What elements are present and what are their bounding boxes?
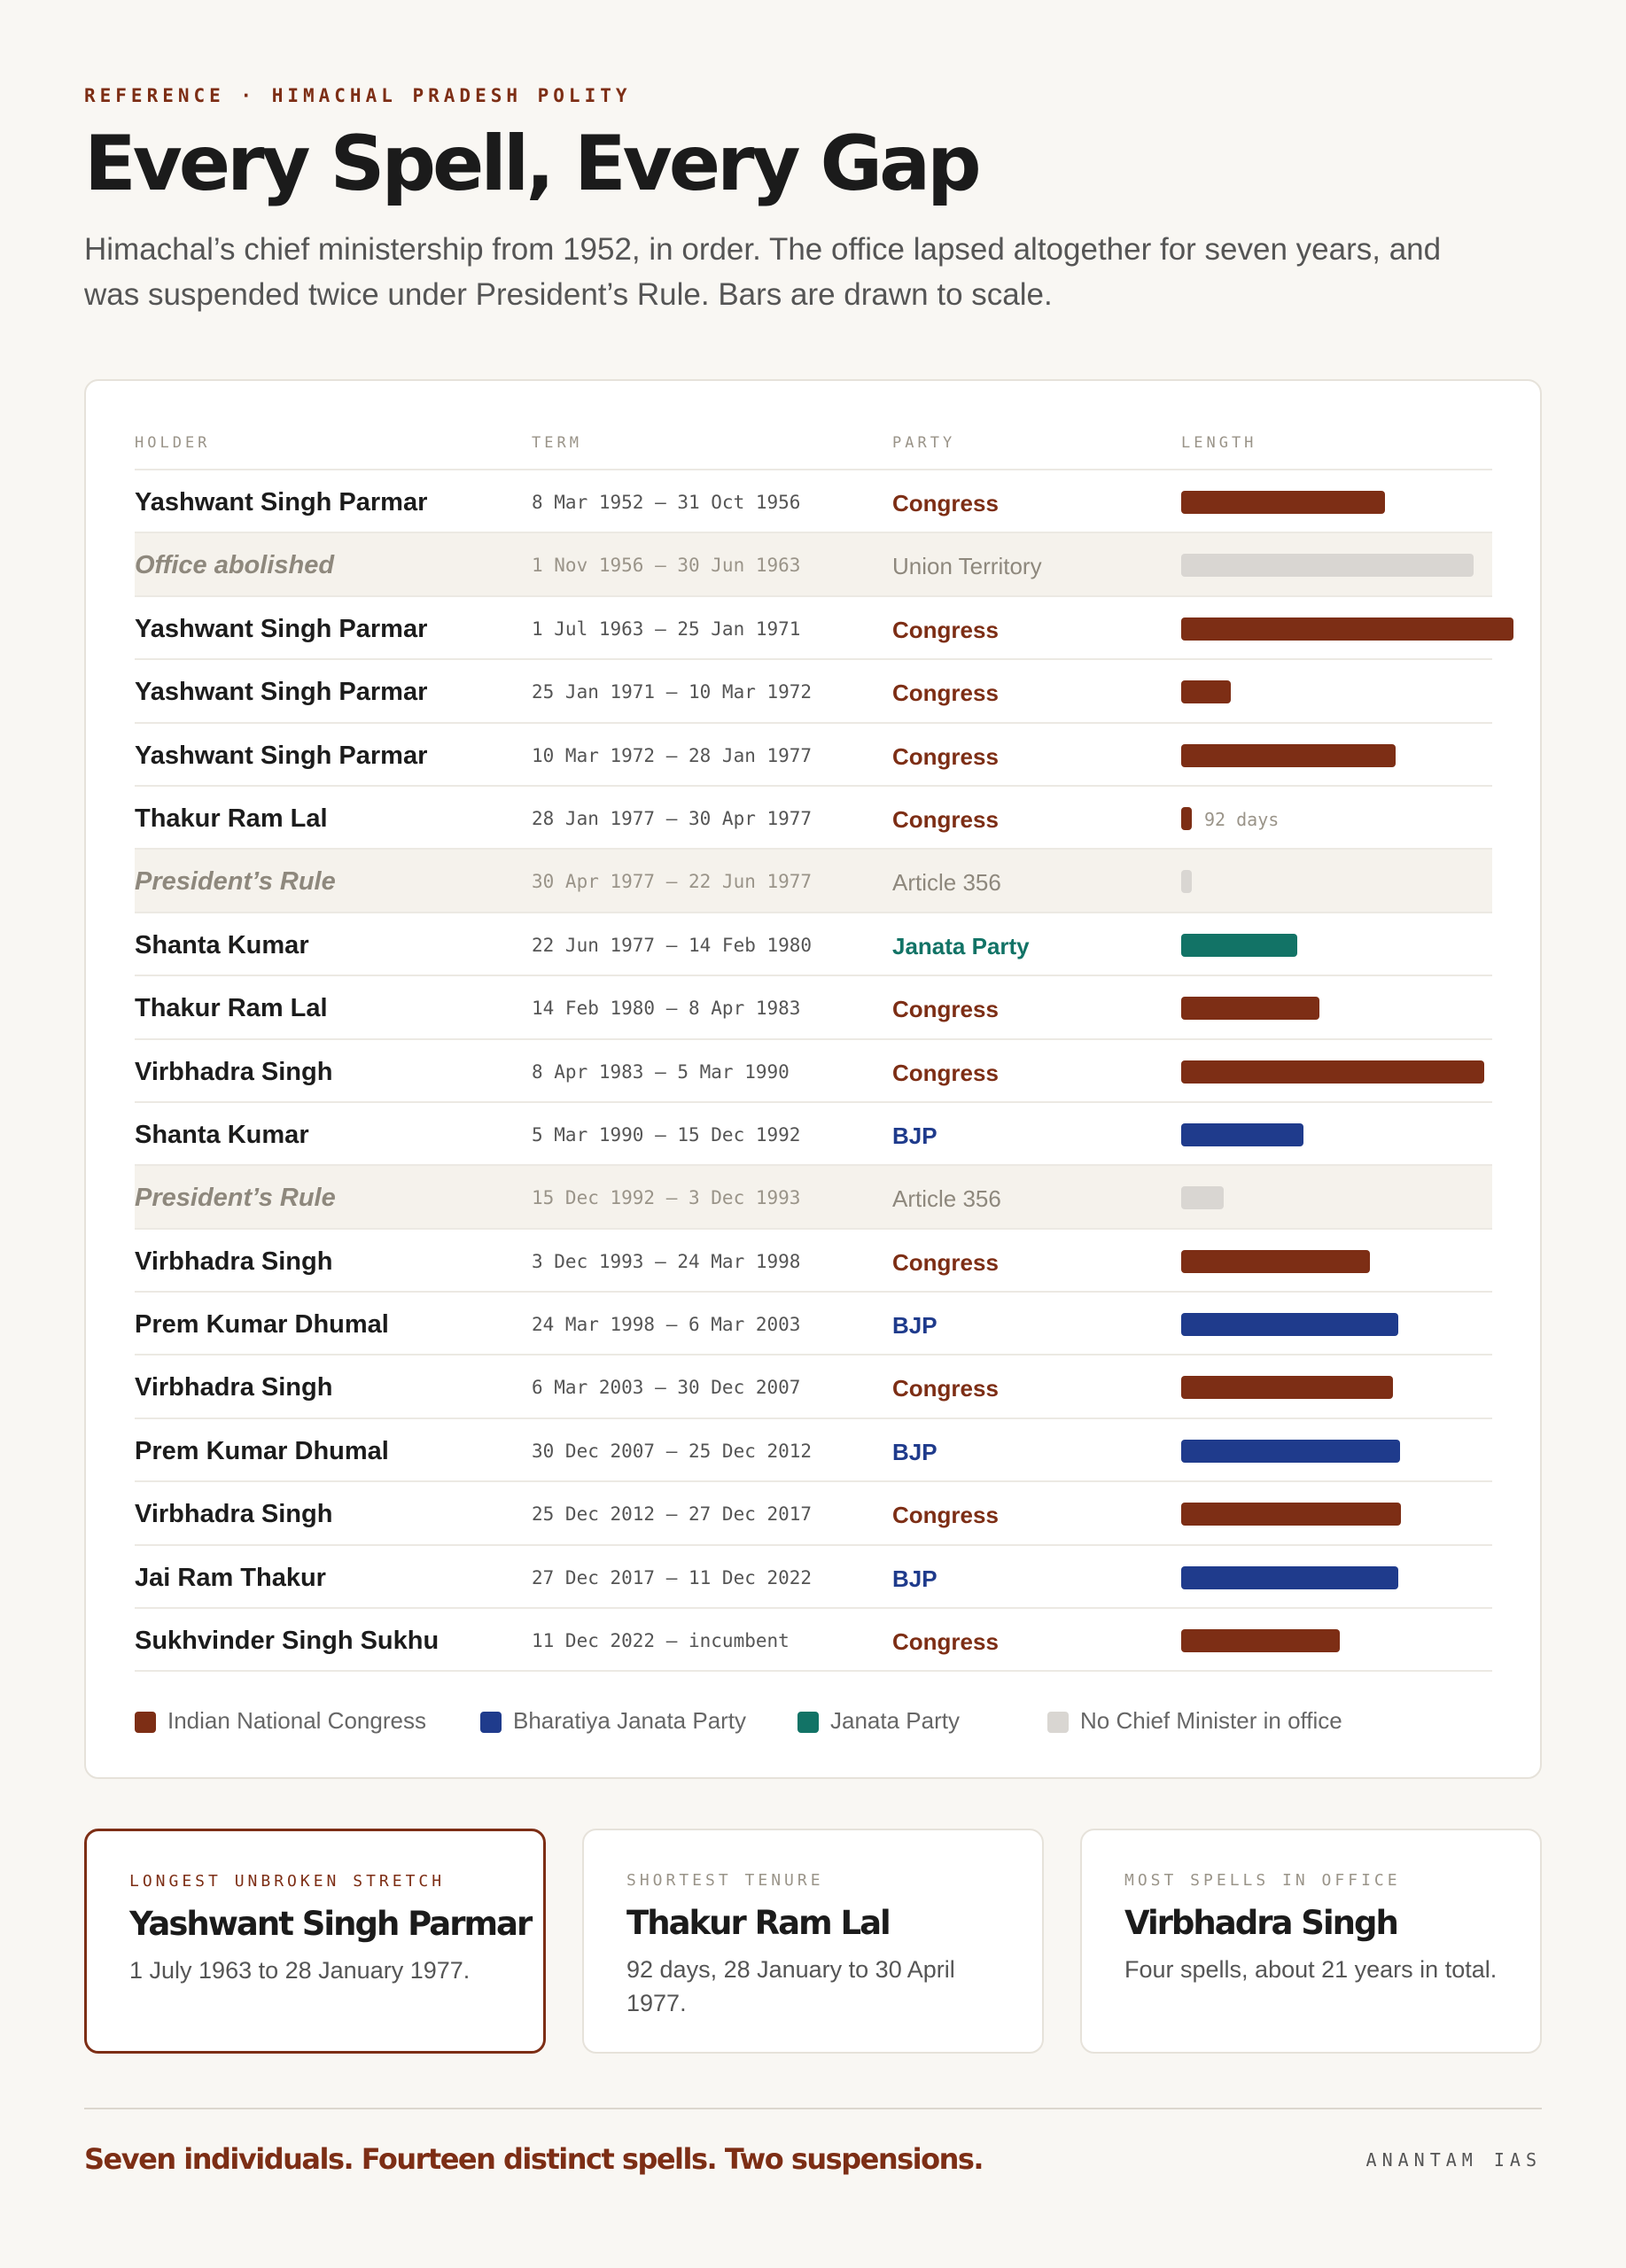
term-dates: 10 Mar 1972 – 28 Jan 1977 (532, 744, 813, 766)
term-dates: 27 Dec 2017 – 11 Dec 2022 (532, 1566, 813, 1588)
length-bar (1181, 1060, 1484, 1084)
footer-divider (84, 2108, 1542, 2109)
length-bar (1181, 491, 1385, 514)
holder-name: Virbhadra Singh (135, 1057, 333, 1086)
term-dates: 1 Jul 1963 – 25 Jan 1971 (532, 617, 801, 640)
term-dates: 25 Jan 1971 – 10 Mar 1972 (532, 681, 813, 703)
holder-name: Sukhvinder Singh Sukhu (135, 1627, 440, 1656)
holder-name: Yashwant Singh Parmar (135, 614, 428, 643)
legend-label: Janata Party (830, 1707, 960, 1734)
table-row (135, 1293, 1492, 1355)
term-dates: 11 Dec 2022 – incumbent (532, 1630, 790, 1652)
table-row (135, 1355, 1492, 1418)
stat-description: 1 July 1963 to 28 January 1977. (129, 1957, 471, 1984)
table-row (135, 1166, 1492, 1229)
table-body (135, 469, 1492, 1672)
stat-name: Virbhadra Singh (1124, 1904, 1397, 1942)
column-header-length: LENGTH (1181, 434, 1257, 452)
holder-name: Virbhadra Singh (135, 1373, 333, 1402)
table-row (135, 1103, 1492, 1166)
term-dates: 3 Dec 1993 – 24 Mar 1998 (532, 1250, 801, 1272)
party-label: Congress (892, 805, 999, 833)
term-dates: 28 Jan 1977 – 30 Apr 1977 (532, 807, 813, 829)
term-dates: 24 Mar 1998 – 6 Mar 2003 (532, 1314, 801, 1336)
stat-label: MOST SPELLS IN OFFICE (1124, 1871, 1401, 1890)
term-dates: 22 Jun 1977 – 14 Feb 1980 (532, 934, 813, 956)
legend-label: No Chief Minister in office (1080, 1707, 1342, 1734)
column-header-term: TERM (532, 434, 582, 452)
holder-name: Office abolished (135, 551, 335, 580)
party-label: BJP (892, 1438, 937, 1465)
party-label: Article 356 (892, 1185, 1001, 1213)
holder-name: Yashwant Singh Parmar (135, 741, 428, 770)
stat-name: Thakur Ram Lal (626, 1904, 890, 1942)
term-dates: 14 Feb 1980 – 8 Apr 1983 (532, 998, 801, 1020)
holder-name: Prem Kumar Dhumal (135, 1436, 389, 1465)
holder-name: President’s Rule (135, 867, 336, 897)
page-title: Every Spell, Every Gap (84, 120, 978, 208)
term-dates: 15 Dec 1992 – 3 Dec 1993 (532, 1187, 801, 1209)
legend-swatch (797, 1712, 819, 1733)
legend-swatch (480, 1712, 502, 1733)
page-subtitle: Himachal’s chief ministership from 1952, in order. The office lapsed altogether for seven years, and was suspended twice under President’s Rule. Bars are drawn to scale. (84, 232, 1442, 312)
party-label: BJP (892, 1312, 937, 1340)
stat-description: Four spells, about 21 years in total. (1124, 1956, 1498, 1983)
column-header-party: PARTY (892, 434, 956, 452)
length-bar (1181, 1376, 1393, 1399)
stat-label: LONGEST UNBROKEN STRETCH (129, 1872, 446, 1891)
term-dates: 8 Apr 1983 – 5 Mar 1990 (532, 1060, 790, 1083)
table-row (135, 1546, 1492, 1609)
party-label: Congress (892, 1248, 999, 1276)
table-row (135, 597, 1492, 660)
term-dates: 30 Apr 1977 – 22 Jun 1977 (532, 871, 813, 893)
table-row (135, 470, 1492, 533)
table-row (135, 1230, 1492, 1293)
table-row (135, 787, 1492, 850)
table-row (135, 976, 1492, 1039)
table-row (135, 1482, 1492, 1545)
table-row (135, 1609, 1492, 1672)
length-bar (1181, 1313, 1398, 1336)
brand-label: ANANTAM IAS (1365, 2149, 1542, 2171)
term-dates: 8 Mar 1952 – 31 Oct 1956 (532, 492, 801, 513)
column-header-holder: HOLDER (135, 434, 211, 452)
holder-name: Prem Kumar Dhumal (135, 1310, 389, 1340)
table-row (135, 913, 1492, 976)
legend-swatch (1047, 1712, 1069, 1733)
legend-swatch (135, 1712, 156, 1733)
length-bar (1181, 807, 1192, 830)
length-bar (1181, 617, 1513, 641)
length-bar (1181, 870, 1192, 893)
party-label: Article 356 (892, 869, 1001, 897)
holder-name: Yashwant Singh Parmar (135, 678, 428, 707)
table-row (135, 850, 1492, 913)
holder-name: Virbhadra Singh (135, 1500, 333, 1529)
length-bar (1181, 744, 1396, 767)
holder-name: Jai Ram Thakur (135, 1563, 326, 1592)
table-row (135, 1040, 1492, 1103)
term-dates: 1 Nov 1956 – 30 Jun 1963 (532, 555, 801, 577)
kicker: REFERENCE · HIMACHAL PRADESH POLITY (84, 85, 632, 106)
table-row (135, 660, 1492, 723)
table-row (135, 724, 1492, 787)
holder-name: Shanta Kumar (135, 930, 309, 959)
length-bar (1181, 1123, 1303, 1146)
length-bar (1181, 1250, 1370, 1273)
length-bar (1181, 934, 1297, 957)
party-label: Congress (892, 616, 999, 643)
party-label: Congress (892, 1502, 999, 1529)
party-label: Congress (892, 490, 999, 517)
table-row (135, 533, 1492, 596)
term-dates: 5 Mar 1990 – 15 Dec 1992 (532, 1123, 801, 1146)
holder-name: Yashwant Singh Parmar (135, 488, 428, 517)
length-bar (1181, 1566, 1398, 1589)
party-label: Congress (892, 680, 999, 707)
term-dates: 25 Dec 2012 – 27 Dec 2017 (532, 1503, 813, 1526)
stat-card (582, 1829, 1044, 2054)
length-bar (1181, 554, 1474, 577)
holder-name: Shanta Kumar (135, 1120, 309, 1149)
term-dates: 30 Dec 2007 – 25 Dec 2012 (532, 1440, 813, 1462)
term-dates: 6 Mar 2003 – 30 Dec 2007 (532, 1377, 801, 1399)
holder-name: Virbhadra Singh (135, 1247, 333, 1276)
table-header (86, 434, 1540, 452)
party-label: Congress (892, 742, 999, 770)
party-label: Congress (892, 996, 999, 1023)
legend-label: Indian National Congress (167, 1707, 426, 1734)
party-label: BJP (892, 1122, 937, 1149)
stat-description: 92 days, 28 January to 30 April 1977. (626, 1956, 955, 2016)
party-label: Congress (892, 1059, 999, 1086)
footer-summary: Seven individuals. Fourteen distinct spells. Two suspensions. (84, 2142, 984, 2176)
party-label: Union Territory (892, 553, 1042, 580)
length-bar (1181, 997, 1319, 1020)
stat-label: SHORTEST TENURE (626, 1871, 824, 1890)
party-label: Janata Party (892, 932, 1030, 959)
legend-label: Bharatiya Janata Party (513, 1707, 747, 1734)
table-row (135, 1419, 1492, 1482)
holder-name: Thakur Ram Lal (135, 994, 328, 1023)
length-bar (1181, 1503, 1401, 1526)
tenure-table-card (84, 379, 1542, 1779)
length-note: 92 days (1204, 808, 1280, 830)
stat-name: Yashwant Singh Parmar (129, 1905, 532, 1943)
party-label: BJP (892, 1565, 937, 1592)
holder-name: President’s Rule (135, 1184, 336, 1213)
length-bar (1181, 1186, 1224, 1209)
stat-card (1080, 1829, 1542, 2054)
length-bar (1181, 680, 1231, 703)
party-label: Congress (892, 1375, 999, 1402)
length-bar (1181, 1440, 1400, 1463)
holder-name: Thakur Ram Lal (135, 804, 328, 833)
stat-card (84, 1829, 546, 2054)
party-label: Congress (892, 1628, 999, 1656)
length-bar (1181, 1629, 1340, 1652)
